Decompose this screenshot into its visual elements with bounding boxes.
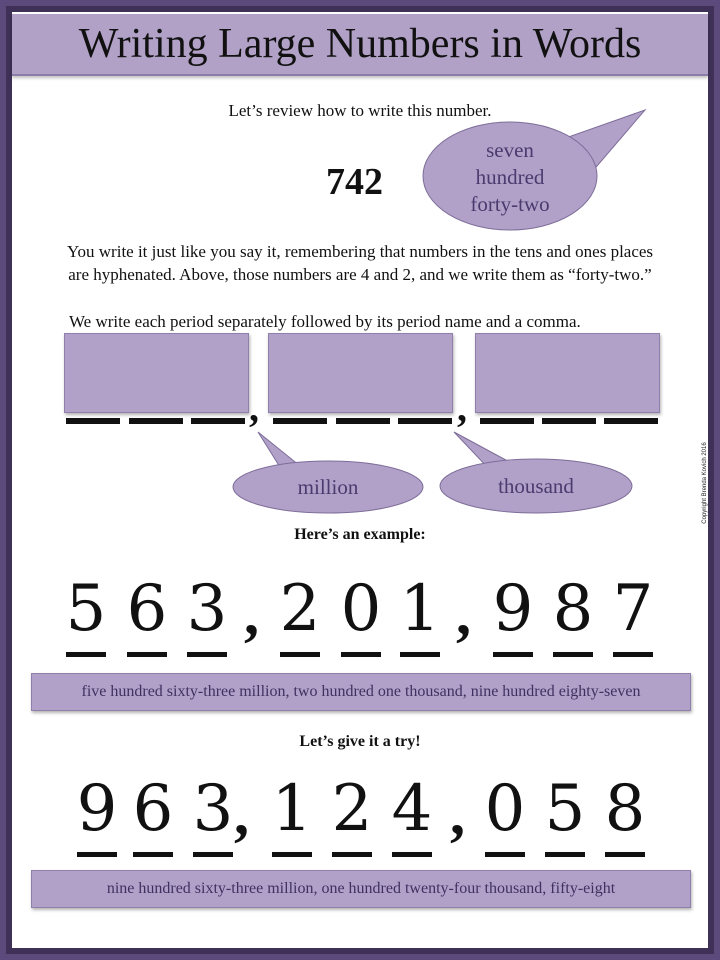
intro-text: Let’s review how to write this number. (228, 101, 492, 120)
review-bubble (440, 137, 580, 218)
digit-underline (332, 852, 372, 857)
digit-blank (66, 418, 120, 424)
digit-blank (398, 418, 452, 424)
digit-underline (392, 852, 432, 857)
explanation-line: You write it just like you say it, remembering that numbers in the tens and ones places (66, 242, 654, 261)
digit-blank (129, 418, 183, 424)
digit-underline (613, 652, 653, 657)
bubble-line: hundred (475, 165, 545, 189)
bubble-line: seven (486, 138, 534, 162)
try-digit: 1 (271, 772, 313, 846)
digit-blank (480, 418, 534, 424)
example-words: five hundred sixty-three million, two hundred one thousand, nine hundred eighty-seven (31, 673, 691, 711)
period-comma: , (457, 385, 467, 430)
copyright-text: Copyright Brenda Kovich 2016 (702, 442, 708, 524)
example-comma: , (244, 581, 259, 647)
try-digit: 0 (484, 772, 526, 846)
period-box-thousands (268, 333, 453, 413)
digit-underline (493, 652, 533, 657)
digit-underline (77, 852, 117, 857)
digit-underline (133, 852, 173, 857)
try-digit: 4 (391, 772, 433, 846)
try-words: nine hundred sixty-three million, one hundred twenty-four thousand, fifty-eight (31, 870, 691, 908)
digit-blank (273, 418, 327, 424)
try-digit: 9 (76, 772, 118, 846)
digit-underline (605, 852, 645, 857)
example-heading: Here’s an example: (294, 526, 426, 543)
try-digit: 6 (132, 772, 174, 846)
try-digit: 3 (192, 772, 234, 846)
example-digit: 8 (552, 572, 594, 646)
example-digit: 2 (279, 572, 321, 646)
example-digit: 1 (399, 572, 441, 646)
digit-underline (193, 852, 233, 857)
digit-underline (66, 652, 106, 657)
digit-underline (272, 852, 312, 857)
digit-underline (485, 852, 525, 857)
try-digit: 5 (544, 772, 586, 846)
try-digit: 2 (331, 772, 373, 846)
example-digit: 5 (65, 572, 107, 646)
explanation-text (0, 240, 720, 286)
digit-underline (187, 652, 227, 657)
try-comma: , (450, 781, 465, 847)
million-label: million (297, 475, 359, 499)
digit-blank (191, 418, 245, 424)
try-comma: , (234, 781, 249, 847)
period-box-millions (64, 333, 249, 413)
page-title: Writing Large Numbers in Words (78, 21, 642, 67)
digit-blank (542, 418, 596, 424)
review-number: 742 (326, 161, 383, 203)
try-digit: 8 (604, 772, 646, 846)
digit-underline (127, 652, 167, 657)
thousand-label: thousand (498, 474, 574, 498)
digit-underline (280, 652, 320, 657)
digit-underline (545, 852, 585, 857)
period-instruction: We write each period separately followed by its period name and a comma. (69, 312, 581, 331)
example-digit: 9 (492, 572, 534, 646)
example-digit: 0 (340, 572, 382, 646)
explanation-line: are hyphenated. Above, those numbers are 4 and 2, and we write them as “forty-two.” (68, 265, 652, 284)
bubble-line: forty-two (470, 192, 550, 216)
example-digit: 6 (126, 572, 168, 646)
period-comma: , (249, 385, 259, 430)
period-box-ones (475, 333, 660, 413)
example-digit: 3 (186, 572, 228, 646)
digit-blank (604, 418, 658, 424)
try-heading: Let’s give it a try! (299, 733, 421, 750)
digit-underline (400, 652, 440, 657)
example-digit: 7 (612, 572, 654, 646)
digit-underline (341, 652, 381, 657)
digit-blank (336, 418, 390, 424)
example-comma: , (456, 581, 471, 647)
digit-underline (553, 652, 593, 657)
